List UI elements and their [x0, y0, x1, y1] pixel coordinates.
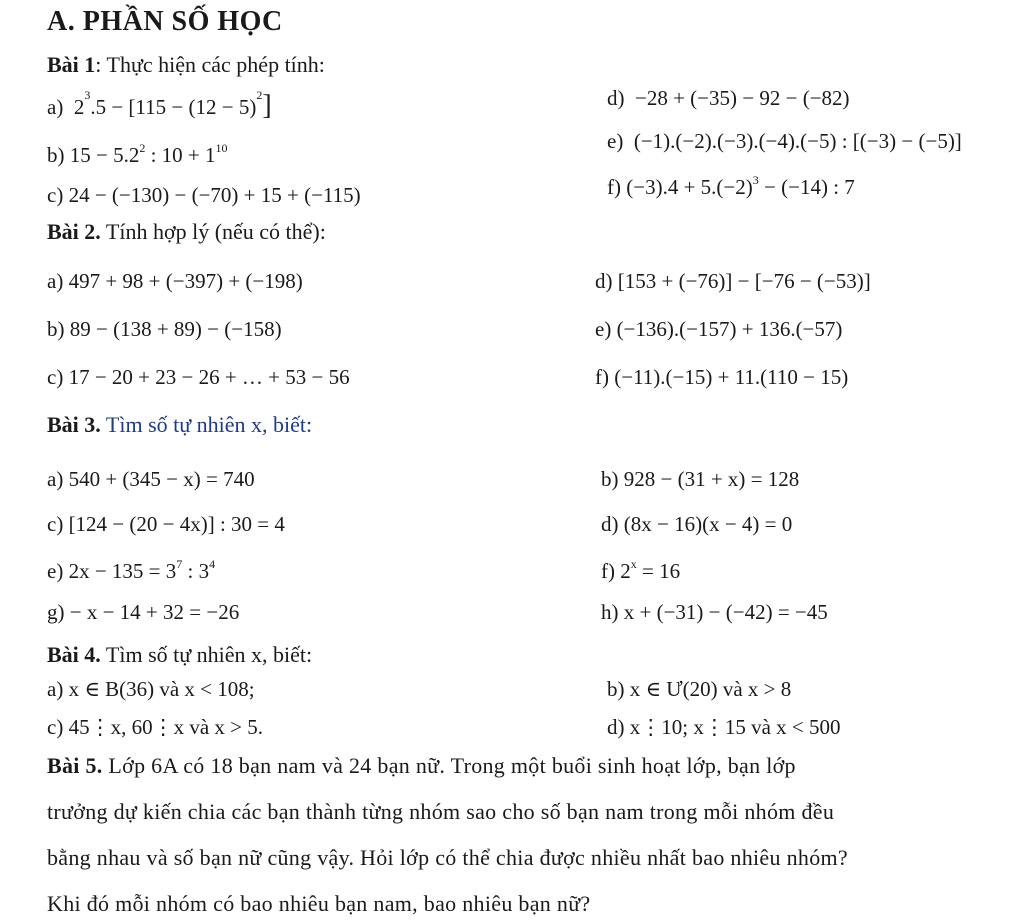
- exercise-3e: e) $2x - 135 = 3^7$ : $3^4$: [47, 557, 216, 583]
- exercise-1d: d) −28 + (−35) − 92 − (−82): [607, 86, 850, 110]
- exercise-1c: c) 24 − (−130) − (−70) + 15 + (−115): [47, 183, 361, 207]
- section-title: A. PHẦN SỐ HỌC: [47, 6, 283, 37]
- exercise-1e: e) (−1).(−2).(−3).(−4).(−5) : [(−3) − (−5)]: [607, 129, 962, 153]
- exercise-5-number: Bài 5.: [47, 753, 103, 778]
- exercise-2a: a) 497 + 98 + (−397) + (−198): [47, 269, 303, 293]
- exercise-2-title: Tính hợp lý (nếu có thể):: [100, 219, 326, 244]
- exercise-3-heading: [47, 414, 312, 436]
- exercise-1-title: : Thực hiện các phép tính:: [95, 52, 325, 77]
- exercise-2f: f) (−11).(−15) + 11.(110 − 15): [595, 365, 849, 389]
- exercise-5-line-1: Bài 5. Lớp 6A có 18 bạn nam và 24 bạn nữ. Trong một buổi sinh hoạt lớp, bạn lớp: [47, 753, 796, 778]
- exercise-3a: a) 540 + (345 − x) = 740: [47, 467, 255, 491]
- exercise-4d: d) x⋮10; x⋮15 và x < 500: [607, 715, 841, 739]
- exercise-5-line-3: bằng nhau và số bạn nữ cũng vậy. Hỏi lớp có thể chia được nhiều nhất bao nhiêu nhóm?: [47, 845, 848, 870]
- exercise-1-number: Bài 1: [47, 52, 96, 77]
- exercise-4b: b) x ∈ Ư(20) và x > 8: [607, 677, 792, 701]
- exercise-2b: b) 89 − (138 + 89) − (−158): [47, 317, 282, 341]
- exercise-1-heading: [47, 54, 325, 76]
- exercise-3b: b) 928 − (31 + x) = 128: [601, 467, 800, 491]
- exercise-5-line-2: trưởng dự kiến chia các bạn thành từng nhóm sao cho số bạn nam trong mỗi nhóm đều: [47, 799, 835, 824]
- exercise-1a: a) $2^3.5 - [115 - (12 - 5)^2]$: [47, 88, 272, 121]
- exercise-2d: d) [153 + (−76)] − [−76 − (−53)]: [595, 269, 871, 293]
- exercise-4a: a) x ∈ B(36) và x < 108;: [47, 677, 255, 701]
- exercise-3c: c) [124 − (20 − 4x)] : 30 = 4: [47, 512, 285, 536]
- exercise-1b: b) $15 - 5.2^2$ : $10 + 1^{10}$: [47, 141, 228, 167]
- exercise-3-number: Bài 3.: [47, 412, 101, 437]
- exercise-3-title: Tìm số tự nhiên x, biết:: [100, 412, 313, 437]
- exercise-4-number: Bài 4.: [47, 642, 101, 667]
- exercise-4-title: Tìm số tự nhiên x, biết:: [100, 642, 313, 667]
- exercise-2c: c) 17 − 20 + 23 − 26 + … + 53 − 56: [47, 365, 350, 389]
- exercise-5-line-4: Khi đó mỗi nhóm có bao nhiêu bạn nam, bao nhiêu bạn nữ?: [47, 891, 591, 916]
- exercise-2-heading: [47, 221, 326, 243]
- exercise-3d: d) (8x − 16)(x − 4) = 0: [601, 512, 793, 536]
- exercise-4c: c) 45⋮x, 60⋮x và x > 5.: [47, 715, 263, 739]
- exercise-3g: g) − x − 14 + 32 = −26: [47, 600, 240, 624]
- exercise-1f: f) $(-3).4 + 5.(-2)^3 - (-14)$ : 7: [607, 173, 855, 199]
- exercise-3h: h) x + (−31) − (−42) = −45: [601, 600, 828, 624]
- exercise-4-heading: [47, 644, 312, 666]
- exercise-3f: f) $2^x = 16$: [601, 557, 681, 583]
- exercise-2e: e) (−136).(−157) + 136.(−57): [595, 317, 843, 341]
- exercise-2-number: Bài 2.: [47, 219, 101, 244]
